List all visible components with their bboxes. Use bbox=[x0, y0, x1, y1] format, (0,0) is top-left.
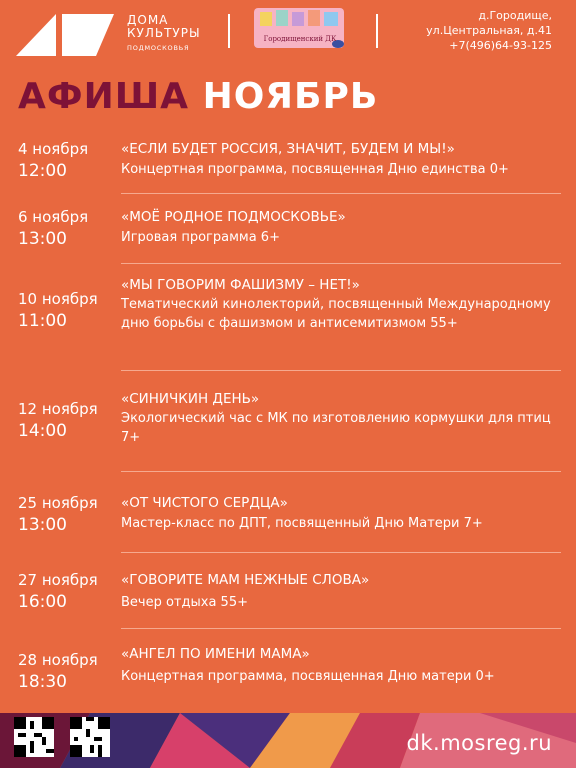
event-date bbox=[18, 649, 98, 693]
event-time: 14:00 bbox=[18, 421, 67, 441]
event-time: 12:00 bbox=[18, 161, 67, 181]
separator bbox=[121, 263, 561, 264]
event-date bbox=[18, 138, 88, 182]
event-desc: Концертная программа, посвященная Дню матери 0+ bbox=[121, 669, 495, 684]
address-line2: ул.Центральная, д.41 bbox=[426, 24, 552, 37]
event-desc: Тематический кинолекторий, посвященный Международному дню борьбы с фашизмом и антисемитизмом 55+ bbox=[121, 297, 551, 331]
header-divider bbox=[228, 14, 230, 48]
event-name: «АНГЕЛ ПО ИМЕНИ МАМА» bbox=[121, 646, 310, 662]
qr-code bbox=[70, 717, 110, 757]
event-day: 27 ноября bbox=[18, 571, 98, 589]
event-date bbox=[18, 206, 88, 250]
event-day: 25 ноября bbox=[18, 494, 98, 512]
phone: +7(496)64-93-125 bbox=[449, 39, 552, 52]
event-date bbox=[18, 492, 98, 536]
separator bbox=[121, 628, 561, 629]
event-name: «ОТ ЧИСТОГО СЕРДЦА» bbox=[121, 495, 288, 511]
page-title bbox=[18, 74, 378, 120]
separator bbox=[121, 552, 561, 553]
event-name: «СИНИЧКИН ДЕНЬ» bbox=[121, 391, 260, 407]
logo-line1: ДОМА bbox=[127, 13, 169, 27]
header-divider-2 bbox=[376, 14, 378, 48]
address bbox=[426, 8, 552, 53]
header bbox=[0, 0, 576, 72]
separator bbox=[121, 471, 561, 472]
event-name: «МОЁ РОДНОЕ ПОДМОСКОВЬЕ» bbox=[121, 209, 346, 225]
event-desc: Вечер отдыха 55+ bbox=[121, 595, 248, 610]
event-time: 13:00 bbox=[18, 515, 67, 535]
event-name: «ГОВОРИТЕ МАМ НЕЖНЫЕ СЛОВА» bbox=[121, 572, 370, 588]
event-date bbox=[18, 398, 98, 442]
event-day: 28 ноября bbox=[18, 651, 98, 669]
event-date bbox=[18, 569, 98, 613]
event-desc: Концертная программа, посвященная Дню единства 0+ bbox=[121, 162, 509, 177]
event-day: 6 ноября bbox=[18, 208, 89, 226]
event-time: 16:00 bbox=[18, 592, 67, 612]
logo-line2: КУЛЬТУРЫ bbox=[127, 26, 201, 40]
dk-logo-mark-icon bbox=[16, 14, 114, 56]
event-day: 10 ноября bbox=[18, 290, 98, 308]
logo-line3: ПОДМОСКОВЬЯ bbox=[127, 44, 190, 52]
event-date bbox=[18, 288, 98, 332]
event-desc: Экологический час с МК по изготовлению кормушки для птиц 7+ bbox=[121, 411, 551, 445]
qr-code-icon bbox=[70, 717, 110, 757]
qr-code bbox=[14, 717, 54, 757]
event-day: 12 ноября bbox=[18, 400, 98, 418]
event-desc: Игровая программа 6+ bbox=[121, 230, 280, 245]
event-name: «МЫ ГОВОРИМ ФАШИЗМУ – НЕТ!» bbox=[121, 277, 360, 293]
qr-code-icon bbox=[14, 717, 54, 757]
event-day: 4 ноября bbox=[18, 140, 89, 158]
event-time: 18:30 bbox=[18, 672, 67, 692]
event-time: 13:00 bbox=[18, 229, 67, 249]
title-part1: АФИША bbox=[18, 76, 190, 117]
website-link[interactable]: dk.mosreg.ru bbox=[406, 731, 552, 755]
dk-logo-text: Городищенский ДК bbox=[263, 35, 337, 43]
separator bbox=[121, 193, 561, 194]
gorodishche-dk-logo bbox=[252, 6, 352, 54]
separator bbox=[121, 370, 561, 371]
address-line1: д.Городище, bbox=[478, 9, 552, 22]
event-name: «ЕСЛИ БУДЕТ РОССИЯ, ЗНАЧИТ, БУДЕМ И МЫ!» bbox=[121, 141, 455, 157]
title-part2: НОЯБРЬ bbox=[202, 76, 379, 117]
event-desc: Мастер-класс по ДПТ, посвященный Дню Матери 7+ bbox=[121, 516, 483, 531]
logo-text bbox=[127, 14, 201, 55]
event-time: 11:00 bbox=[18, 311, 67, 331]
